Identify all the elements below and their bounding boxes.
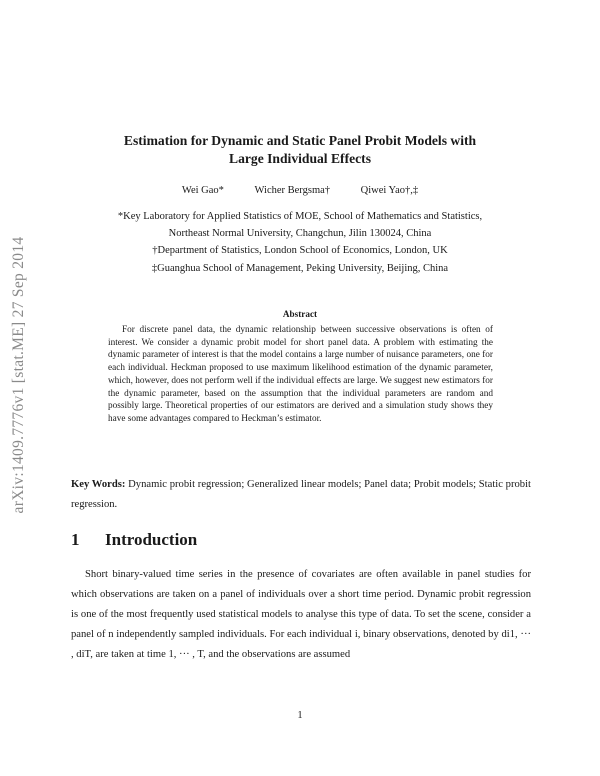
abstract-heading: Abstract — [282, 309, 318, 319]
title-line-1: Estimation for Dynamic and Static Panel Probit Models with — [123, 133, 477, 148]
keywords-label: Key Words: — [71, 479, 126, 490]
section-title: Introduction — [105, 530, 198, 549]
intro-paragraph: Short binary-valued time series in the presence of covariates are often available in panel studies for which observations are taken on a panel of individuals over a short time period. Dynamic probit regression is one of the most frequently used statistical models to analyse this type of data. To set the scene, consider a panel of n independently sampled individuals. For each individual i, binary observations, denoted by di1, ··· , diT, are taken at time 1, ··· , T, and the observations are assumed — [71, 569, 531, 661]
keywords-text: Dynamic probit regression; Generalized linear models; Panel data; Probit models; Static probit regression. — [71, 479, 531, 510]
author-name: Qiwei Yao†,‡ — [360, 185, 419, 196]
title-line-2: Large Individual Effects — [229, 151, 371, 166]
author-name: Wicher Bergsma† — [254, 185, 331, 196]
arxiv-identifier: arXiv:1409.7776v1 [stat.ME] 27 Sep 2014 — [10, 236, 27, 514]
page-number: 1 — [297, 710, 303, 721]
author-name: Wei Gao* — [181, 185, 224, 196]
arxiv-sidebar-stamp — [4, 180, 34, 570]
affiliation-line: †Department of Statistics, London School of Economics, London, UK — [152, 245, 448, 256]
affiliation-line: Northeast Normal University, Changchun, Jilin 130024, China — [168, 228, 432, 239]
section-number: 1 — [71, 530, 80, 549]
keywords — [71, 475, 531, 514]
affiliation-line: ‡Guanghua School of Management, Peking University, Beijing, China — [151, 263, 449, 274]
affiliation-line: *Key Laboratory for Applied Statistics of MOE, School of Mathematics and Statistics, — [117, 211, 483, 222]
paper-title — [60, 132, 540, 168]
section-heading — [71, 530, 531, 550]
abstract-body: For discrete panel data, the dynamic relationship between successive observations is often of interest. We consider a dynamic probit model for short panel data. A problem with estimating the dynamic parameter of interest is that the model contains a large number of nuisance parameters, one for each individual. Heckman proposed to use maximum likelihood estimation of the dynamic parameter, which, however, does not perform well if the individual effects are large. We suggest new estimators for the dynamic parameter, based on the assumption that the individual parameters are random and possibly large. Theoretical properties of our estimators are derived and a simulation study shows they have some advantages compared to Heckman’s estimator. — [108, 325, 493, 424]
author-list — [60, 185, 540, 196]
